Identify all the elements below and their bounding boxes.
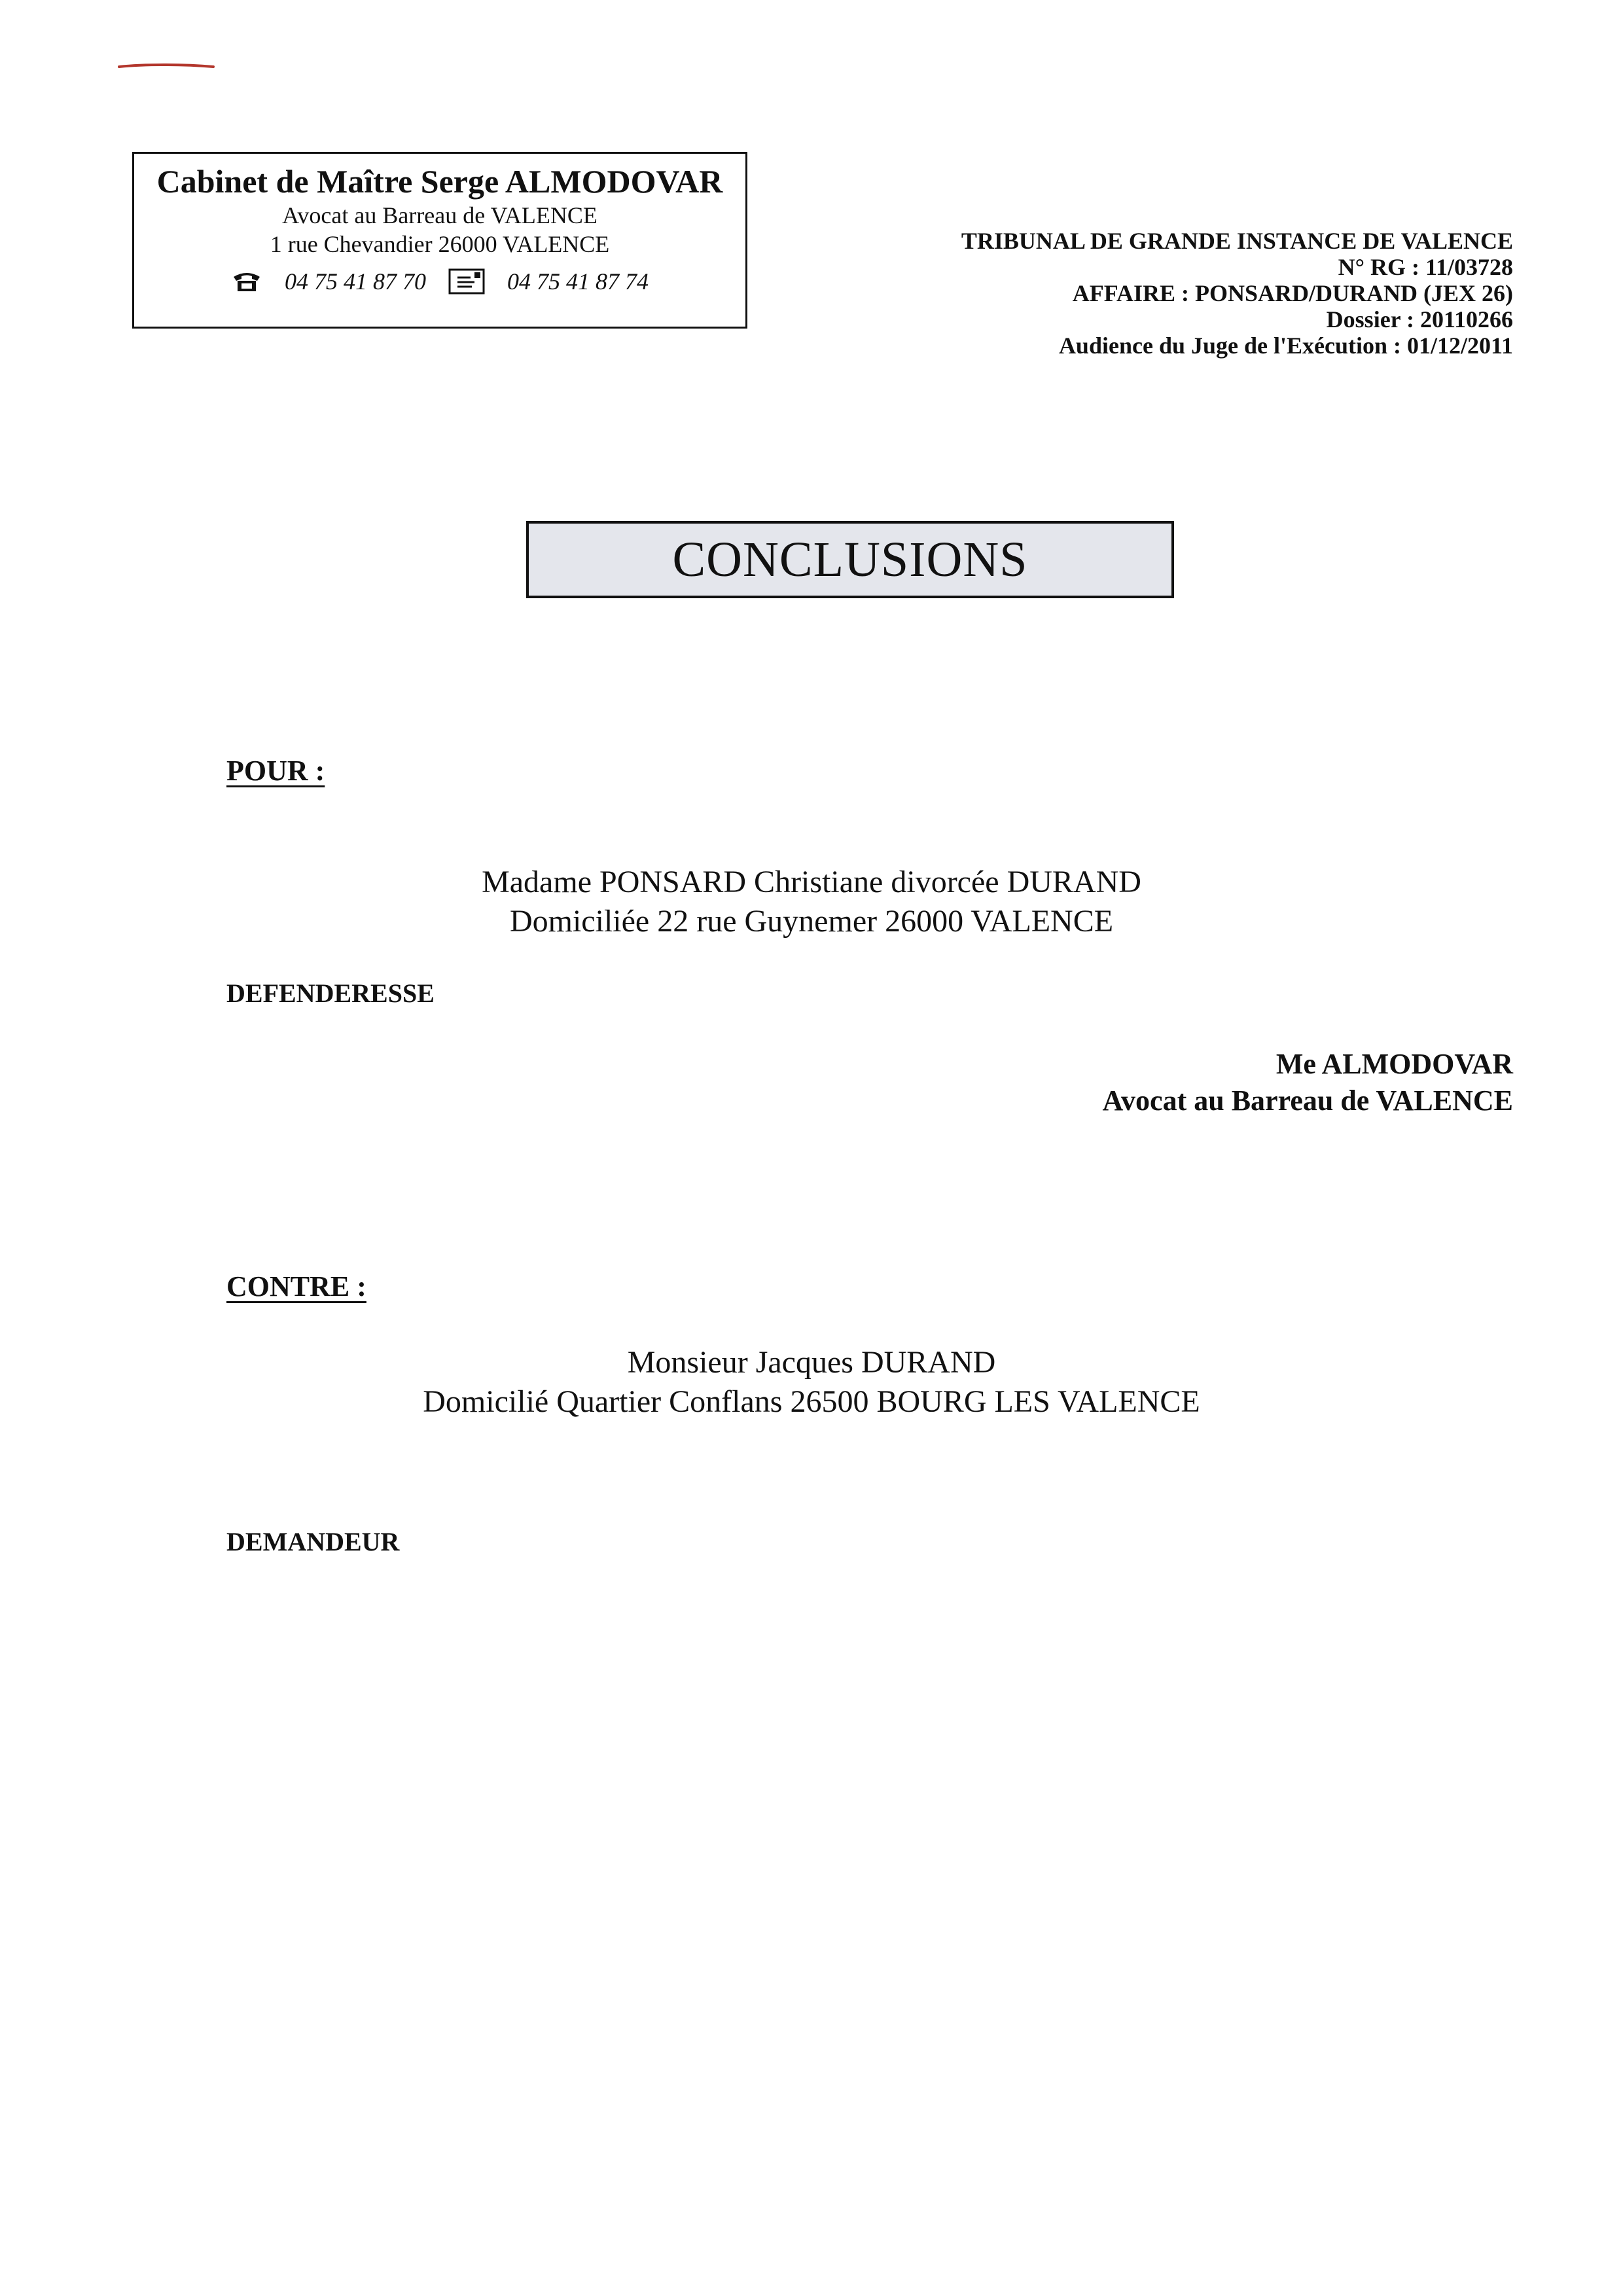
counsel-name: Me ALMODOVAR <box>1275 1048 1513 1080</box>
contre-heading: CONTRE : <box>226 1270 366 1302</box>
firm-address: 1 rue Chevandier 26000 VALENCE <box>270 231 610 257</box>
pour-heading: POUR : <box>226 755 325 787</box>
plaintiff-address: Domicilié Quartier Conflans 26500 BOURG LES VALENCE <box>423 1384 1200 1419</box>
hearing-date: Audience du Juge de l'Exécution : 01/12/2011 <box>1058 332 1513 359</box>
court-references <box>793 228 1513 359</box>
defendant-address: Domiciliée 22 rue Guynemer 26000 VALENCE <box>509 904 1114 939</box>
rg-number: N° RG : 11/03728 <box>1338 254 1513 280</box>
plaintiff-role: DEMANDEUR <box>226 1527 400 1556</box>
firm-name: Cabinet de Maître Serge ALMODOVAR <box>156 163 723 200</box>
tribunal-name: TRIBUNAL DE GRANDE INSTANCE DE VALENCE <box>961 228 1513 254</box>
counsel-bar: Avocat au Barreau de VALENCE <box>1102 1085 1513 1117</box>
plaintiff-name: Monsieur Jacques DURAND <box>627 1345 996 1380</box>
fax-number: 04 75 41 87 74 <box>507 268 649 295</box>
file-number: Dossier : 20110266 <box>1326 306 1513 332</box>
letterhead-box <box>132 152 747 329</box>
telephone-icon <box>231 270 262 293</box>
plaintiff-block <box>0 1343 1623 1422</box>
defendant-name: Madame PONSARD Christiane divorcée DURAND <box>482 865 1141 899</box>
case-name: AFFAIRE : PONSARD/DURAND (JEX 26) <box>1072 280 1513 306</box>
defendant-block <box>0 863 1623 941</box>
fax-icon <box>448 268 485 295</box>
firm-contact <box>134 268 745 295</box>
defendant-role: DEFENDERESSE <box>226 978 435 1008</box>
firm-bar: Avocat au Barreau de VALENCE <box>282 202 597 228</box>
counsel-block <box>1103 1046 1513 1119</box>
document-title: CONCLUSIONS <box>526 521 1174 598</box>
pen-mark <box>118 63 216 69</box>
phone-number: 04 75 41 87 70 <box>285 268 426 295</box>
